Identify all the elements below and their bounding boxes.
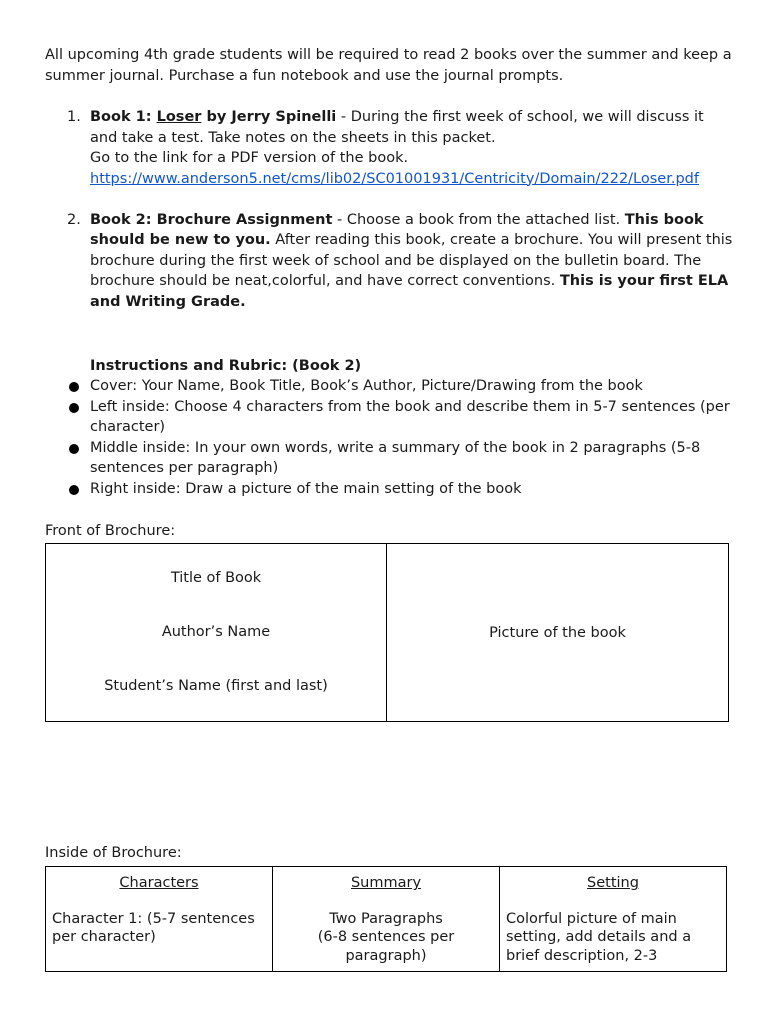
rubric-bullet: Right inside: Draw a picture of the main setting of the book (45, 479, 735, 500)
list-item-book-1 (45, 107, 735, 189)
book-1-description: - During the first week of school, we will discuss it and take a test. Take notes on the sheets in this packet. (90, 109, 704, 146)
book-2-text-1: - Choose a book from the attached list. (332, 211, 625, 228)
rubric-bullet: Cover: Your Name, Book Title, Book’s Author, Picture/Drawing from the book (45, 376, 735, 397)
book-1-pdf-link[interactable]: https://www.anderson5.net/cms/lib02/SC01001931/Centricity/Domain/222/Loser.pdf (90, 170, 699, 187)
front-title-of-book: Title of Book (170, 570, 262, 586)
book-list (45, 107, 735, 312)
characters-header: Characters (119, 875, 199, 891)
book-1-link-intro: Go to the link for a PDF version of the book. (90, 150, 409, 166)
front-brochure-label: Front of Brochure: (45, 523, 176, 539)
book-1-author: by Jerry Spinelli (201, 109, 337, 125)
front-picture-cell (387, 544, 729, 722)
rubric-heading: Instructions and Rubric: (Book 2) (90, 358, 362, 374)
setting-body: Colorful picture of main setting, add details and a brief description, 2-3 (506, 910, 692, 964)
front-picture-label: Picture of the book (489, 624, 626, 641)
summary-body-1: Two Paragraphs (329, 910, 443, 927)
inside-brochure-table (45, 866, 727, 972)
bullet-icon (69, 444, 79, 454)
setting-header: Setting (587, 875, 639, 891)
inside-summary-cell (273, 867, 500, 972)
item-number: 1. (67, 109, 81, 125)
front-left-cell (46, 544, 387, 722)
intro-paragraph: All upcoming 4th grade students will be required to read 2 books over the summer and keep a summer journal. Purchase a fun notebook and use the journal prompts. (45, 47, 732, 84)
rubric-list (45, 376, 735, 499)
book-2-bold-2: This is your first ELA and Writing Grade. (90, 273, 729, 310)
rubric-bullet: Left inside: Choose 4 characters from the book and describe them in 5-7 sentences (per character) (45, 397, 735, 438)
bullet-icon (69, 403, 79, 413)
summary-body-2: (6-8 sentences per paragraph) (317, 929, 455, 964)
book-1-prefix: Book 1: (90, 109, 157, 125)
bullet-icon (69, 382, 79, 392)
front-author-name: Author’s Name (161, 624, 271, 640)
inside-setting-cell (500, 867, 727, 972)
rubric-bullet: Middle inside: In your own words, write a summary of the book in 2 paragraphs (5-8 sentences per paragraph) (45, 438, 735, 479)
item-number: 2. (67, 211, 81, 228)
summary-header: Summary (350, 875, 422, 891)
book-2-bold-1: This book should be new to you. (90, 211, 704, 248)
front-brochure-table (45, 543, 729, 722)
inside-characters-cell (46, 867, 273, 972)
book-1-title: Loser (156, 109, 202, 125)
front-student-name: Student’s Name (first and last) (104, 678, 328, 694)
list-item-book-2 (45, 210, 735, 313)
book-2-prefix: Book 2: Brochure Assignment (90, 211, 333, 228)
characters-body: Character 1: (5-7 sentences per character) (52, 910, 255, 945)
bullet-icon (69, 485, 79, 495)
book-2-text-2: After reading this book, create a brochure. You will present this brochure during the first week of school and be displayed on the bulletin board. The brochure should be neat,colorful, and have correct conventions. (90, 232, 733, 289)
inside-brochure-label: Inside of Brochure: (45, 845, 182, 861)
